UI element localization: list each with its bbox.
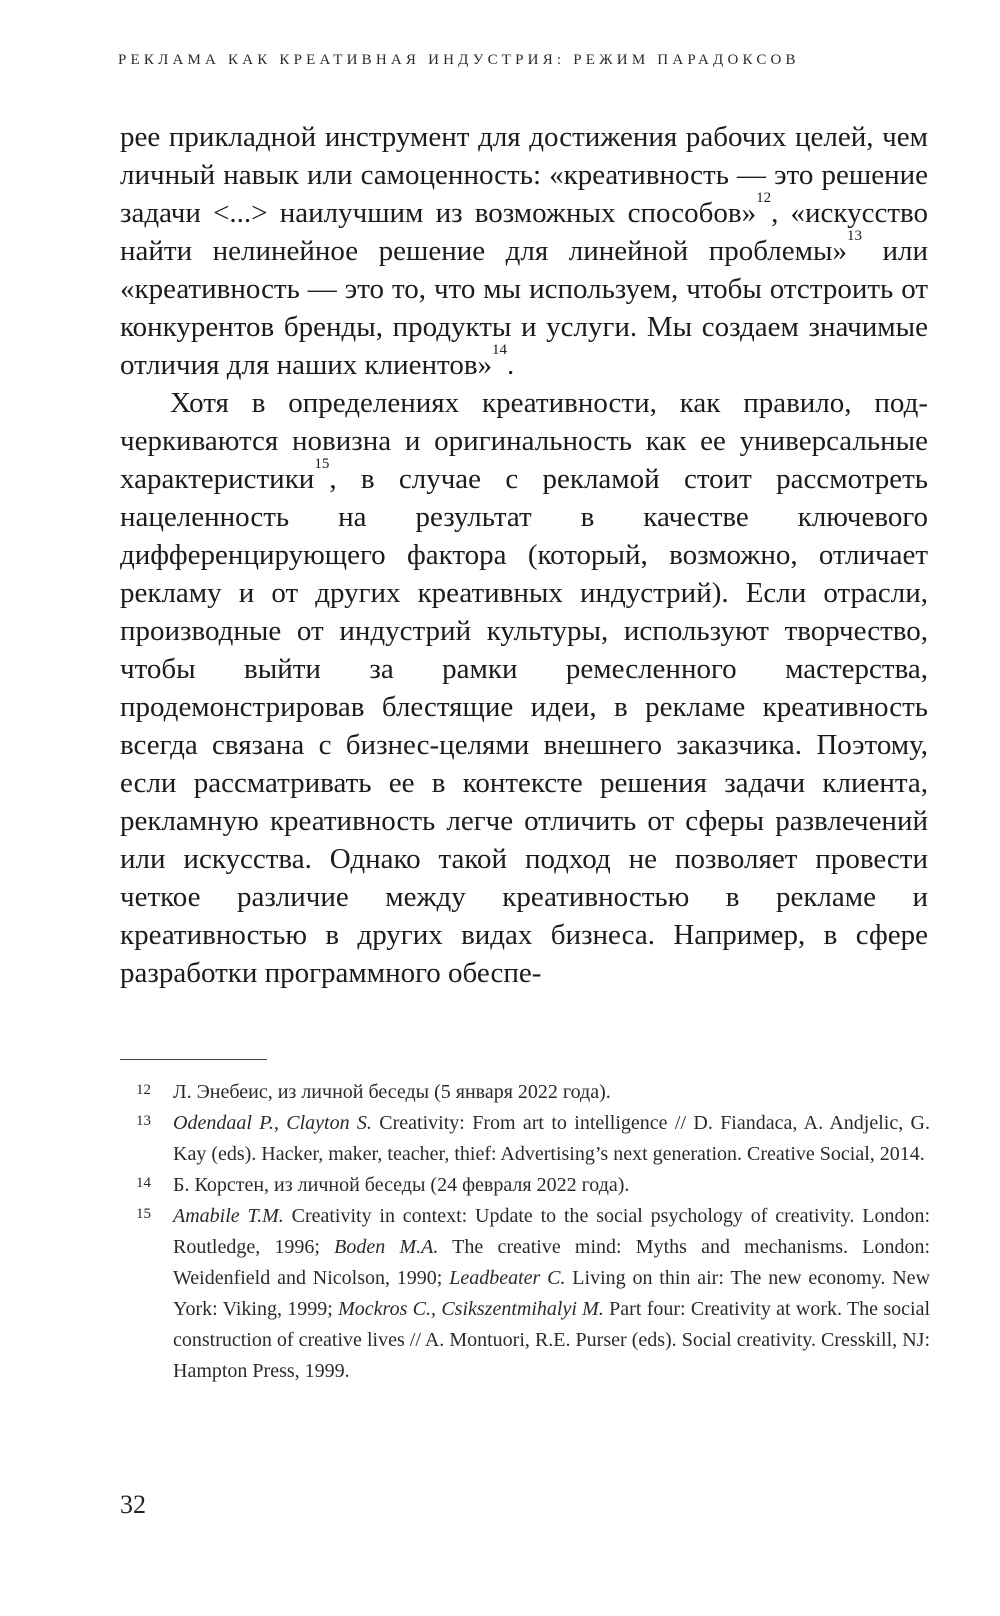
- footnotes: [120, 1077, 930, 1387]
- footnote-text: Б. Корстен, из личной беседы (24 февраля 2022 года).: [173, 1174, 630, 1196]
- text-run: рее прикладной инструмент для достижения рабочих целей, чем личный навык или самоценность: «креативность — это решение задачи <...> наилучшим из возможных способов»: [120, 121, 928, 229]
- footnote-authors: Leadbeater C.: [449, 1267, 566, 1289]
- footnote-divider: [120, 1059, 267, 1060]
- footnote-ref-14: 14: [492, 342, 508, 358]
- footnote-text: Living on thin air: The new economy. New York: Viking, 1999;: [173, 1267, 931, 1320]
- footnote-text: Л. Энебеис, из личной беседы (5 января 2022 года).: [173, 1081, 611, 1103]
- footnote-number: 13: [136, 1113, 151, 1129]
- footnote-text: Part four: Creativity at work. The social construction of creative lives // A. Montuori, R.E. Purser (eds). Social creativity. Cresskill, NJ: Hampton Press, 1999.: [173, 1298, 930, 1382]
- footnote-authors: Mockros C., Csikszentmihalyi M.: [338, 1298, 604, 1320]
- running-header: РЕКЛАМА КАК КРЕАТИВНАЯ ИНДУСТРИЯ: РЕЖИМ ПАРАДОКСОВ: [118, 52, 800, 68]
- footnote-text: Creativity in context: Update to the social psychology of creativity. London: Routledge, 1996;: [173, 1205, 931, 1258]
- text-run: , в случае с рекламой стоит рассмотреть нацеленность на результат в качестве ключевого дифференцирующего фактора (который, возможно, отличает рекламу и от других креативных индустрий). Если отрасли, производные от индустрий культуры, используют творчество, чтобы выйти за рамки ремесленного мастерства, продемонстрировав блестящие идеи, в рекламе креативность всегда связана с бизнес-целями внешнего заказчика. Поэтому, если рассматривать ее в контексте решения задачи клиента, рекламную креативность легче отличить от сферы развлечений или искусства. Однако такой подход не позволяет провести четкое различие между креативностью в рекламе и креативностью в других видах бизнеса. Например, в сфере разработки программного обеспе-: [120, 463, 928, 989]
- footnote-authors: Boden M.A.: [334, 1236, 439, 1258]
- footnote-13: [120, 1108, 930, 1170]
- footnote-authors: Odendaal P., Clayton S.: [173, 1112, 372, 1134]
- footnote-authors: Amabile T.M.: [173, 1205, 284, 1227]
- main-text: [120, 118, 928, 992]
- footnote-15: [120, 1201, 930, 1387]
- paragraph-2: [120, 384, 928, 992]
- text-run: или «креативность — это то, что мы используем, чтобы отстроить от конкурентов бренды, продукты и услуги. Мы создаем значимые отличия для наших клиентов»: [120, 235, 928, 381]
- footnote-ref-15: 15: [314, 456, 330, 472]
- footnote-text: Creativity: From art to intelligence // D. Fiandaca, A. Andjelic, G. Kay (eds). Hacker, maker, teacher, thief: Advertising’s next generation. Creative Social, 2014.: [173, 1112, 930, 1165]
- footnote-ref-12: 12: [756, 190, 772, 206]
- text-run: Хотя в определениях креативности, как правило, подчеркиваются новизна и оригинальность как ее универсальные характеристики: [120, 387, 928, 495]
- paragraph-1: [120, 118, 928, 384]
- text-run: .: [507, 349, 515, 381]
- text-run: , «искусство найти нелинейное решение для линейной проблемы»: [120, 197, 928, 267]
- footnote-12: [120, 1077, 930, 1108]
- footnote-14: [120, 1170, 930, 1201]
- footnote-ref-13: 13: [846, 228, 862, 244]
- page-number: 32: [120, 1490, 146, 1519]
- footnote-number: 12: [136, 1082, 151, 1098]
- footnote-text: The creative mind: Myths and mechanisms. London: Weidenfield and Nicolson, 1990;: [173, 1236, 930, 1289]
- footnote-number: 15: [136, 1206, 151, 1222]
- footnote-number: 14: [136, 1175, 151, 1191]
